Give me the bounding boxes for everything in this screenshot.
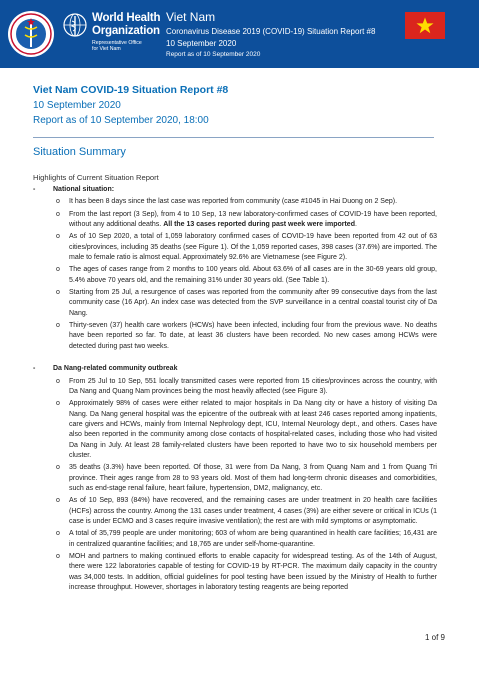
- bullet-marker: o: [56, 322, 60, 330]
- banner-as-of: Report as of 10 September 2020: [166, 51, 261, 58]
- group-heading: [33, 364, 437, 374]
- list-item: [33, 197, 437, 207]
- bullet-marker: o: [56, 530, 60, 538]
- bullet-marker: o: [56, 198, 60, 206]
- bullet-marker: o: [56, 289, 60, 297]
- who-emblem-icon: [62, 12, 88, 38]
- who-line3: [92, 40, 160, 52]
- list-item: [33, 463, 437, 494]
- list-item: [33, 377, 437, 398]
- item-text: As of 10 Sep, 893 (84%) have recovered, and the remaining cases are under treatment in 20 health care facilities (HCFs) across the country. Among the 131 cases under treatment, 4 cases (3%) are either severe or critical in ICUs (1 case is under ECMO and 3 cases require invasive ventilation); the rest are with mild symptoms or asymptomatic.: [69, 497, 437, 525]
- list-item: [33, 529, 437, 550]
- ministry-seal-icon: [6, 9, 56, 59]
- item-text: The ages of cases range from 2 months to 100 years old. About 63.6% of all cases are in the 30-69 years old group, 5.4% above 70 years old, and the remaining 31% under 30 years old. (See Table 1).: [69, 266, 437, 284]
- item-text: From the last report (3 Sep), from 4 to 10 Sep, 13 new laboratory-confirmed cases of COVID-19 have been reported, without any additional deaths.: [69, 210, 437, 229]
- banner-country: Viet Nam: [166, 10, 216, 24]
- item-text: Thirty-seven (37) health care workers (HCWs) have been infected, including four from the previous wave. No deaths have been reported so far. To date, at least 36 clusters have been recorded. No new cases among HCWs were detected during past two weeks.: [69, 322, 437, 350]
- who-office: Representative Office: [92, 40, 142, 46]
- bullet-marker: o: [56, 497, 60, 505]
- dash-marker: -: [33, 186, 36, 193]
- item-text: 35 deaths (3.3%) have been reported. Of those, 31 were from Da Nang, 3 from Quang Nam and 1 from Quang Tri province. Their ages range from 28 to 93 years old. Most of them had long-term chronic diseases and comorbidities, such as end-stage renal failure, heart failure, hypertension, DM2, malignancy, etc.: [69, 464, 437, 492]
- item-text: Starting from 25 Jul, a resurgence of cases was reported from the community after 99 consecutive days from the last community case (16 Apr). An index case was detected from the SVP surveillance in a central coastal tourist city of Da Nang.: [69, 289, 437, 317]
- list-item: [33, 552, 437, 593]
- item-text: Approximately 98% of cases were either related to major hospitals in Da Nang city or have a history of visiting Da Nang. Da Nang general hospital was the epicentre of the outbreak with at least 246 cases reported among inpatients, care givers and HCWs, mainly from Internal Nephrology dept, ICU, Internal Neurology dept., and others. Cases have also been reported in the community among close contacts of hospital-related cases, including those who had visited Da Nang in July. At least 28 family-related clusters have been reported to have two to six household members per cluster.: [69, 400, 437, 459]
- highlights-content: [33, 185, 437, 593]
- banner-report-name: Coronavirus Disease 2019 (COVID-19) Situation Report #8: [166, 27, 376, 36]
- national-situation-group: [33, 185, 437, 352]
- report-title: Viet Nam COVID-19 Situation Report #8: [33, 84, 229, 96]
- section-divider: [33, 137, 434, 138]
- item-text: A total of 35,799 people are under monitoring; 603 of whom are being quarantined in health care facilities; 16,431 are in centralized quarantine facilities; and 18,765 are under self-/home-quarantine.: [69, 530, 437, 548]
- item-text: As of 10 Sep 2020, a total of 1,059 laboratory confirmed cases of COVID-19 have been reported from 42 out of 63 cities/provinces, including 35 deaths (see Figure 1). Of the 1,059 reported cases, 398 cases (37.6%) are imported. The male to female ratio is almost equal. Approximately 92.6% are Vietnamese (see Figure 2).: [69, 233, 437, 262]
- who-wordmark: [92, 13, 160, 52]
- list-item: [33, 288, 437, 319]
- list-item: [33, 399, 437, 461]
- bullet-marker: o: [56, 266, 60, 274]
- item-text: It has been 8 days since the last case was reported from community (case #1045 in Hai Duong on 2 Sep).: [69, 198, 398, 206]
- list-item: [33, 496, 437, 527]
- header-banner: [0, 0, 479, 68]
- report-title-block: [33, 84, 228, 126]
- item-text: MOH and partners to making continued efforts to enable capacity for widespread testing. As of the 14th of August, there were 122 laboratories capable of testing for COVID-19 by RT-PCR. The maximum daily capacity in the country was 34,000 tests. In addition, official guidelines for pool testing have been issued by the Ministry of Health to further increase throughput. However, shortages in laboratory testing reagents are being reported: [69, 553, 437, 592]
- list-item: [33, 232, 437, 263]
- group-heading: [33, 185, 437, 195]
- who-country: for Viet Nam: [92, 46, 121, 53]
- item-bold-text: All the 13 cases reported during past week were imported: [163, 221, 355, 229]
- who-line2: Organization: [92, 24, 160, 37]
- highlights-title: Highlights of Current Situation Report: [33, 173, 159, 182]
- page-number: 1 of 9: [424, 633, 445, 642]
- group-heading-text: Da Nang-related community outbreak: [53, 365, 178, 373]
- item-text: From 25 Jul to 10 Sep, 551 locally transmitted cases were reported from 15 cities/provinces across the country, with Da Nang and Quang Nam provinces being the most heavily affected (see Figure 3).: [69, 377, 437, 395]
- who-line1: World Health: [92, 12, 161, 24]
- da-nang-outbreak-group: [33, 364, 437, 593]
- bullet-marker: o: [56, 233, 60, 241]
- dash-marker: -: [33, 365, 36, 373]
- group-heading-text: National situation:: [53, 186, 115, 193]
- report-date: 10 September 2020: [33, 100, 121, 111]
- vietnam-flag-icon: [405, 12, 445, 39]
- banner-date: 10 September 2020: [166, 39, 237, 48]
- list-item: [33, 265, 437, 286]
- bullet-marker: o: [56, 553, 60, 560]
- banner-report-info: [166, 11, 375, 59]
- section-title: Situation Summary: [33, 146, 126, 158]
- list-item: [33, 321, 437, 352]
- bullet-marker: o: [56, 377, 60, 385]
- report-as-of: Report as of 10 September 2020, 18:00: [33, 115, 209, 126]
- bullet-marker: o: [56, 210, 60, 218]
- bullet-marker: o: [56, 464, 60, 472]
- list-item: [33, 210, 437, 231]
- bullet-marker: o: [56, 400, 60, 408]
- item-tail: .: [354, 221, 357, 229]
